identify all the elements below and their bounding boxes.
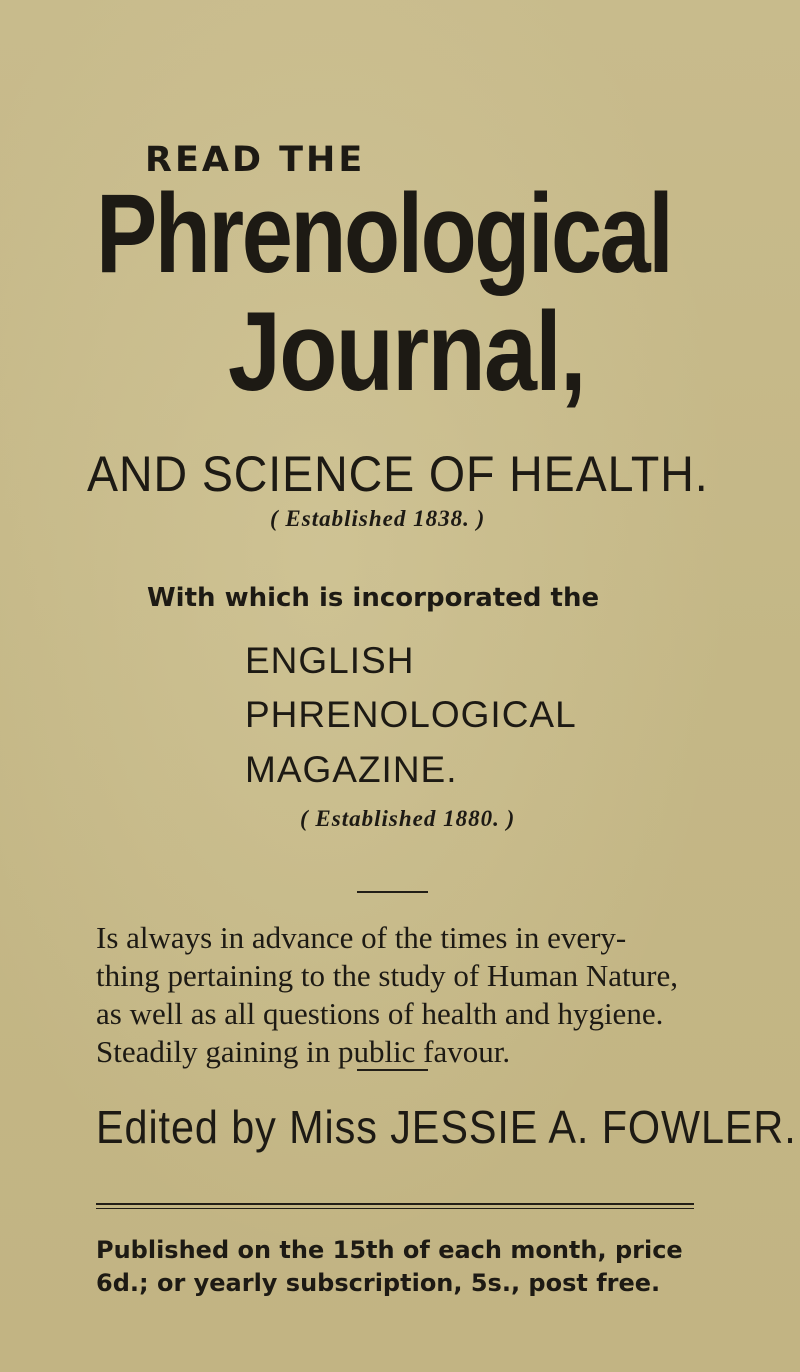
journal-title-line1: Phrenological xyxy=(96,171,672,296)
magazine-name-line3: MAGAZINE. xyxy=(245,749,458,790)
divider-short-top xyxy=(357,891,428,893)
publication-info-line: Published on the 15th of each month, price xyxy=(96,1236,683,1264)
journal-subtitle: AND SCIENCE OF HEALTH. xyxy=(87,446,709,502)
divider-long xyxy=(96,1203,694,1205)
read-the-heading: READ THE xyxy=(145,140,366,180)
magazine-established-note: ( Established 1880. ) xyxy=(300,806,516,831)
divider-short-bottom xyxy=(357,1069,428,1071)
incorporation-intro: With which is incorporated the xyxy=(147,583,600,613)
divider-long-thin xyxy=(96,1208,694,1209)
journal-established-note: ( Established 1838. ) xyxy=(270,506,486,531)
journal-title-line2: Journal, xyxy=(228,289,585,414)
publication-info-line: 6d.; or yearly subscription, 5s., post free. xyxy=(96,1269,661,1297)
editor-credit: Edited by Miss JESSIE A. FOWLER. xyxy=(96,1101,797,1153)
description-line: thing pertaining to the study of Human Nature, xyxy=(96,958,678,993)
description-line: Is always in advance of the times in every- xyxy=(96,920,627,955)
description-line: Steadily gaining in public favour. xyxy=(96,1034,511,1069)
description-line: as well as all questions of health and hygiene. xyxy=(96,996,664,1031)
magazine-name-line1: ENGLISH xyxy=(245,640,415,681)
magazine-name-line2: PHRENOLOGICAL xyxy=(245,694,577,735)
